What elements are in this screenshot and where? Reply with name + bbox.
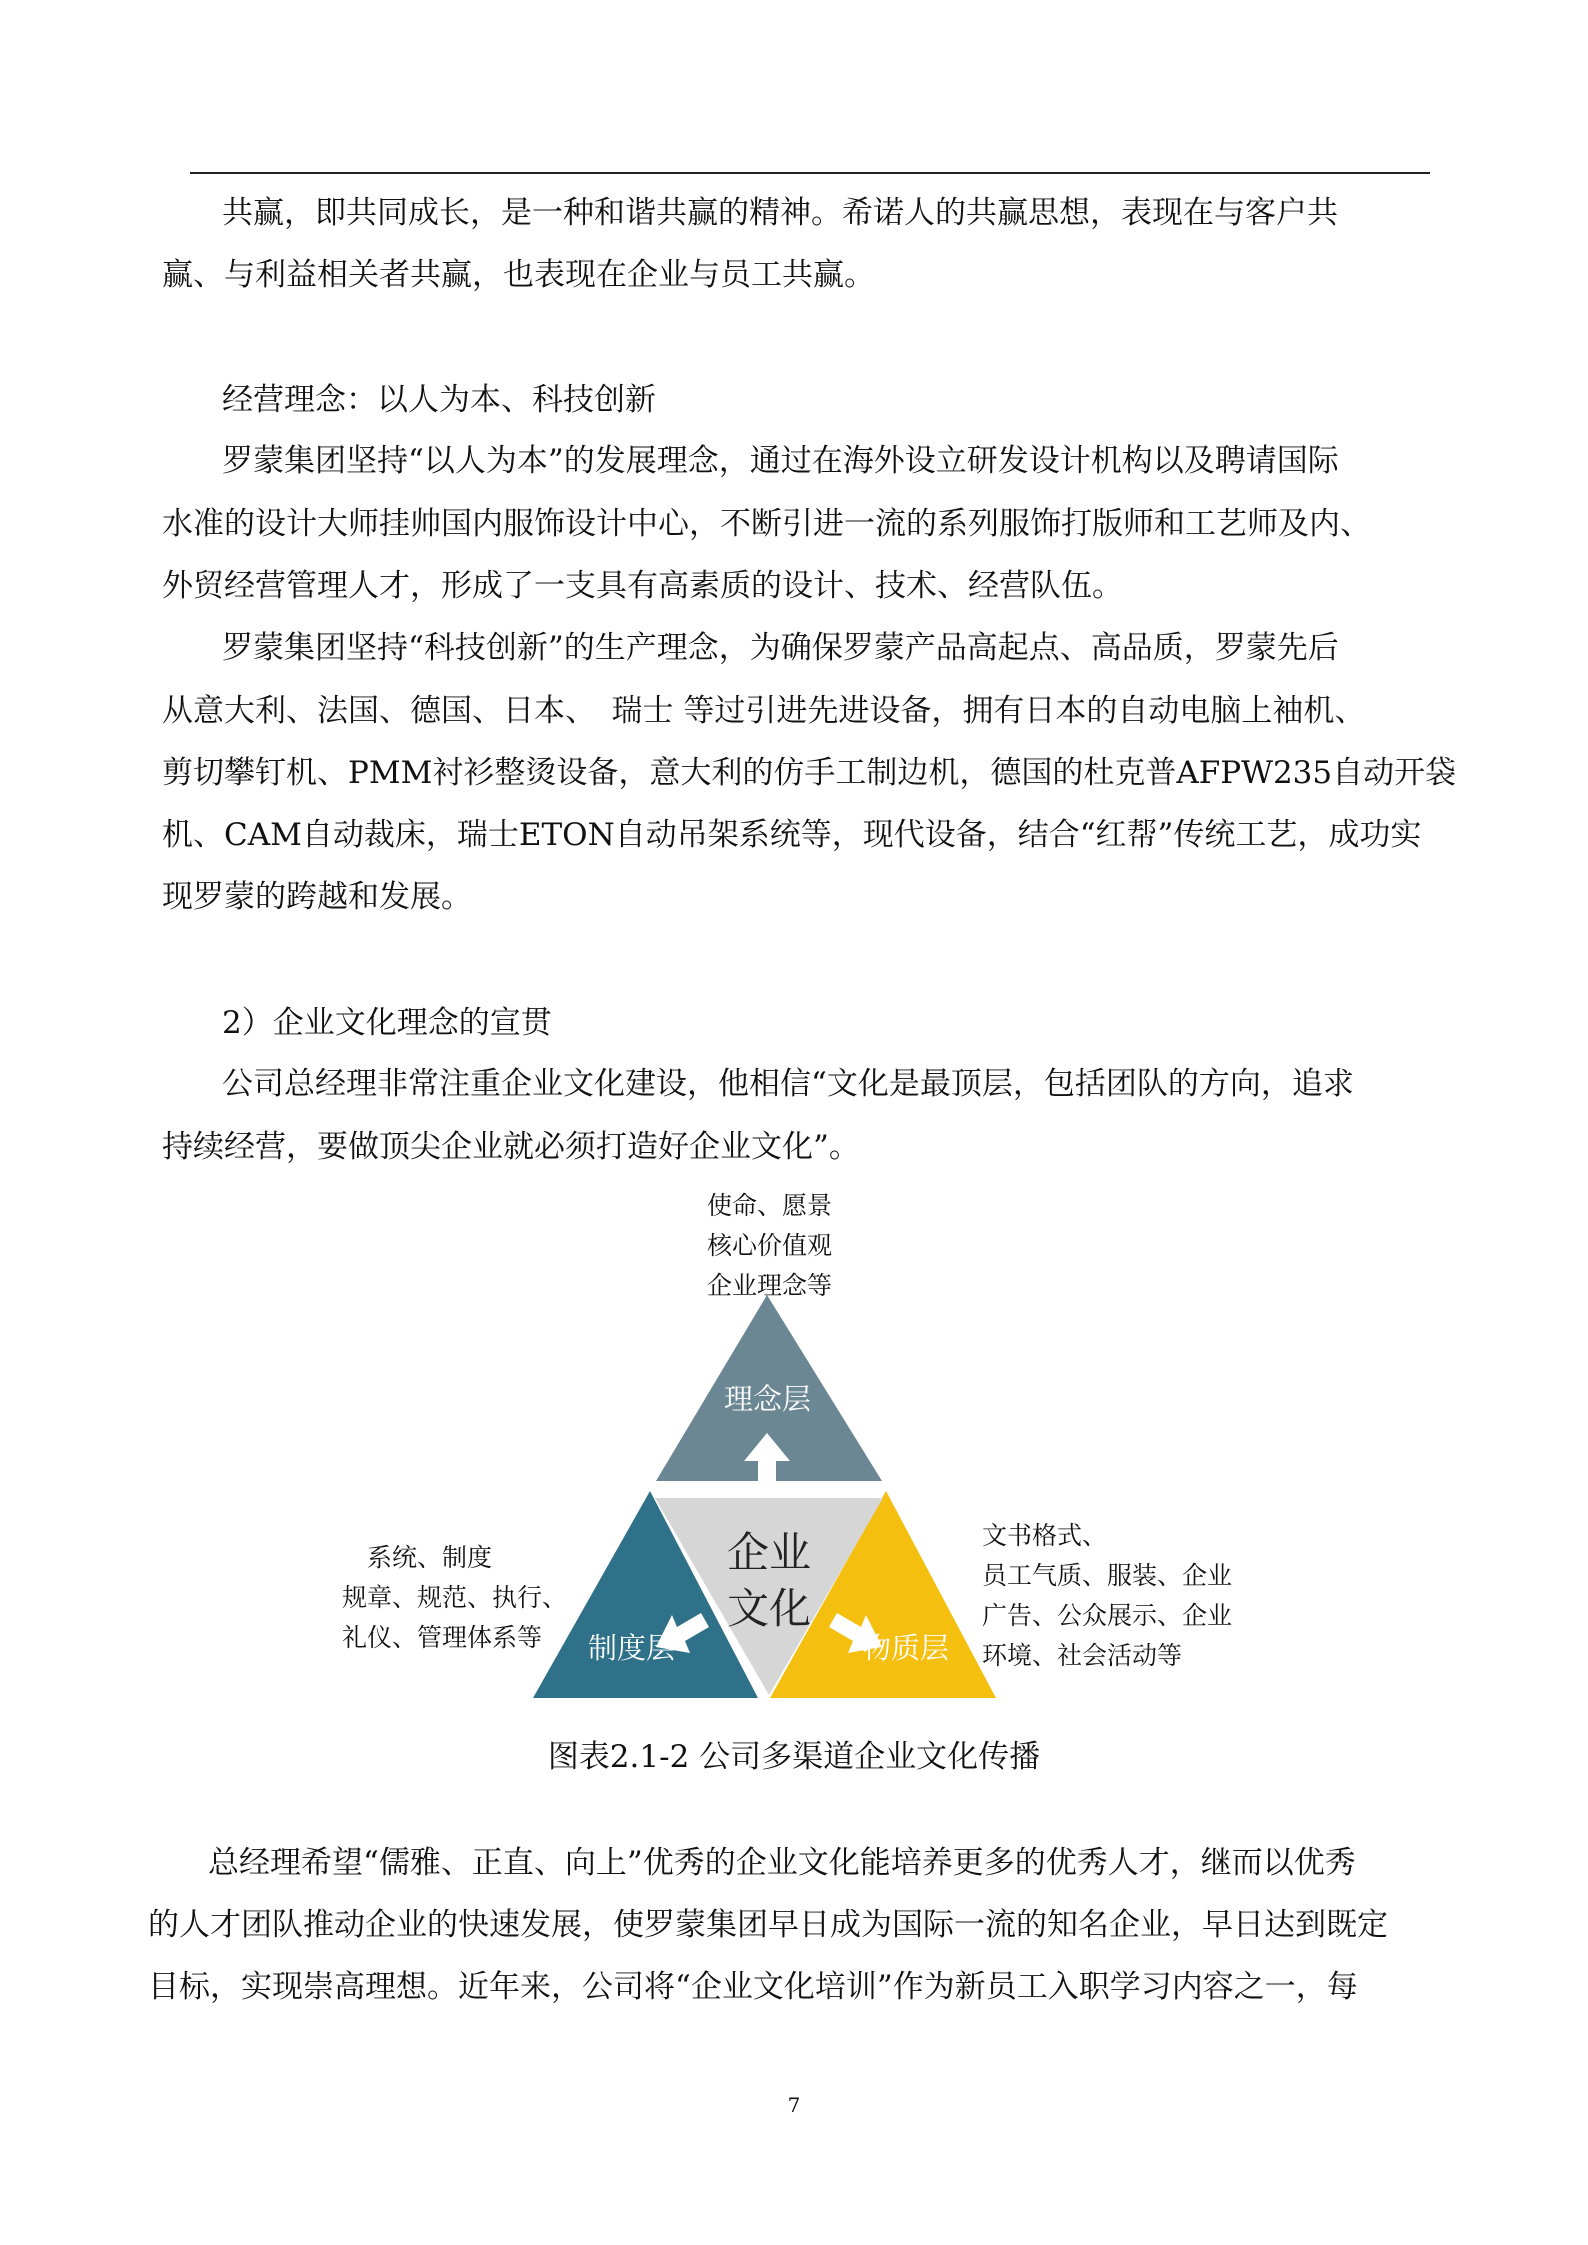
center-label: 企业 bbox=[726, 1528, 811, 1577]
left-note: 系统、制度 bbox=[367, 1543, 493, 1572]
top-layer-label: 理念层 bbox=[724, 1382, 812, 1416]
header-rule bbox=[190, 172, 1430, 174]
paragraph-line: 目标，实现崇高理想。近年来，公司将“企业文化培训”作为新员工入职学习内容之一，每 bbox=[148, 1969, 1358, 2005]
paragraph-line: 持续经营，要做顶尖企业就必须打造好企业文化”。 bbox=[162, 1129, 860, 1165]
paragraph-line: 公司总经理非常注重企业文化建设，他相信“文化是最顶层，包括团队的方向，追求 bbox=[222, 1066, 1354, 1102]
top-note: 企业理念等 bbox=[707, 1271, 833, 1300]
paragraph-line: 赢、与利益相关者共赢，也表现在企业与员工共赢。 bbox=[162, 257, 875, 293]
paragraph-line: 剪切攀钉机、PMM衬衫整烫设备，意大利的仿手工制边机，德国的杜克普AFPW235自动开袋 bbox=[162, 755, 1457, 791]
section-heading: 经营理念：以人为本、科技创新 bbox=[222, 382, 656, 418]
paragraph-line: 外贸经营管理人才，形成了一支具有高素质的设计、技术、经营队伍。 bbox=[162, 568, 1123, 604]
paragraph-line: 的人才团队推动企业的快速发展，使罗蒙集团早日成为国际一流的知名企业，早日达到既定 bbox=[148, 1907, 1388, 1943]
right-note: 员工气质、服装、企业 bbox=[982, 1561, 1233, 1590]
paragraph-line: 从意大利、法国、德国、日本、 瑞士 等过引进先进设备，拥有日本的自动电脑上袖机、 bbox=[162, 693, 1366, 729]
paragraph-line: 共赢，即共同成长，是一种和谐共赢的精神。希诺人的共赢思想，表现在与客户共 bbox=[222, 195, 1338, 231]
top-note: 核心价值观 bbox=[707, 1231, 833, 1260]
paragraph-line: 水准的设计大师挂帅国内服饰设计中心，不断引进一流的系列服饰打版师和工艺师及内、 bbox=[162, 506, 1371, 542]
paragraph-line: 罗蒙集团坚持“以人为本”的发展理念，通过在海外设立研发设计机构以及聘请国际 bbox=[222, 443, 1339, 479]
left-note: 规章、规范、执行、 bbox=[342, 1583, 568, 1612]
top-note: 使命、愿景 bbox=[707, 1191, 833, 1220]
paragraph-line: 罗蒙集团坚持“科技创新”的生产理念，为确保罗蒙产品高起点、高品质，罗蒙先后 bbox=[222, 630, 1339, 666]
paragraph-line: 现罗蒙的跨越和发展。 bbox=[162, 879, 472, 915]
paragraph-line: 总经理希望“儒雅、正直、向上”优秀的企业文化能培养更多的优秀人才，继而以优秀 bbox=[208, 1845, 1356, 1881]
right-note: 广告、公众展示、企业 bbox=[982, 1601, 1233, 1630]
right-note: 环境、社会活动等 bbox=[982, 1641, 1183, 1670]
section-heading: 2）企业文化理念的宣贯 bbox=[222, 1005, 552, 1041]
page-number: 7 bbox=[787, 2093, 801, 2117]
left-note: 礼仪、管理体系等 bbox=[342, 1623, 543, 1652]
center-label: 文化 bbox=[726, 1584, 811, 1633]
left-layer-label: 制度层 bbox=[588, 1631, 676, 1665]
paragraph-line: 机、CAM自动裁床，瑞士ETON自动吊架系统等，现代设备，结合“红帮”传统工艺，成功实 bbox=[162, 817, 1422, 853]
figure-caption: 图表2.1-2 公司多渠道企业文化传播 bbox=[547, 1739, 1041, 1775]
right-note: 文书格式、 bbox=[982, 1521, 1108, 1550]
culture-pyramid-figure bbox=[330, 1185, 1260, 1725]
right-layer-label: 物质层 bbox=[862, 1631, 950, 1665]
